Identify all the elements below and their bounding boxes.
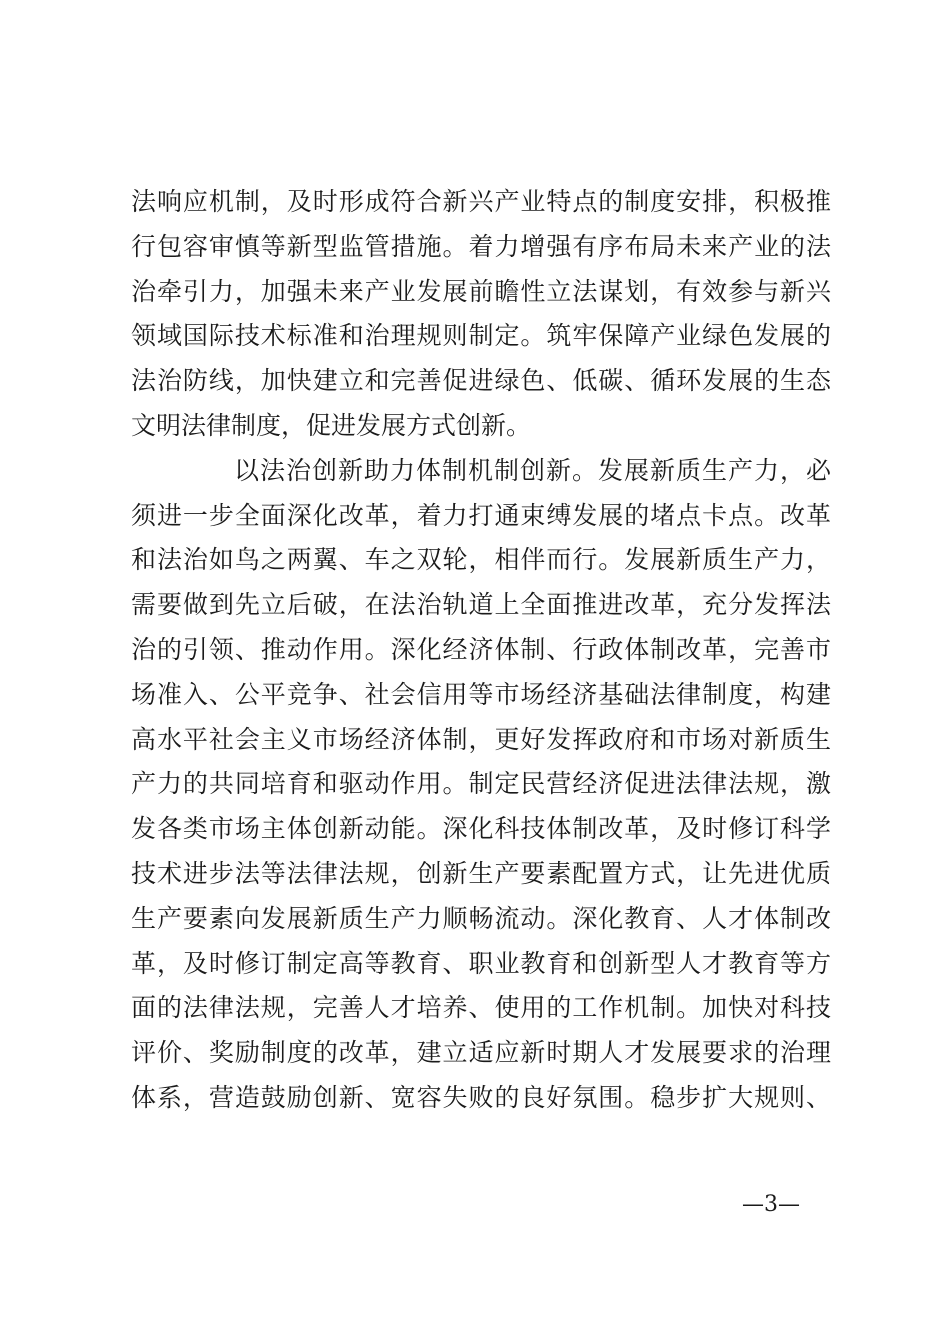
body-text — [131, 180, 831, 1121]
text-line: 面的法律法规，完善人才培养、使用的工作机制。加快对科技 — [131, 993, 831, 1023]
paragraph-first-line: 以法治创新助力体制机制创新。发展新质生产力，必 — [234, 455, 831, 485]
text-line: 治牵引力，加强未来产业发展前瞻性立法谋划，有效参与新兴 — [131, 276, 831, 306]
text-line: 体系，营造鼓励创新、宽容失败的良好氛围。稳步扩大规则、 — [131, 1082, 831, 1112]
text-line: 场准入、公平竞争、社会信用等市场经济基础法律制度，构建 — [131, 679, 831, 709]
text-line: 法治防线，加快建立和完善促进绿色、低碳、循环发展的生态 — [131, 366, 831, 396]
text-line: 治的引领、推动作用。深化经济体制、行政体制改革，完善市 — [131, 634, 831, 664]
page-number: —3— — [742, 1192, 800, 1217]
text-line: 文明法律制度，促进发展方式创新。 — [131, 410, 532, 440]
text-line: 革，及时修订制定高等教育、职业教育和创新型人才教育等方 — [131, 948, 831, 978]
text-line: 需要做到先立后破，在法治轨道上全面推进改革，充分发挥法 — [131, 590, 831, 620]
text-line: 法响应机制，及时形成符合新兴产业特点的制度安排，积极推 — [131, 187, 831, 216]
text-line: 评价、奖励制度的改革，建立适应新时期人才发展要求的治理 — [131, 1038, 831, 1068]
text-line: 和法治如鸟之两翼、车之双轮，相伴而行。发展新质生产力， — [131, 545, 831, 575]
text-line: 行包容审慎等新型监管措施。着力增强有序布局未来产业的法 — [131, 231, 831, 261]
text-line: 领域国际技术标准和治理规则制定。筑牢保障产业绿色发展的 — [131, 321, 831, 351]
text-line: 须进一步全面深化改革，着力打通束缚发展的堵点卡点。改革 — [131, 500, 831, 530]
text-line: 高水平社会主义市场经济体制，更好发挥政府和市场对新质生 — [131, 724, 831, 754]
text-line: 产力的共同培育和驱动作用。制定民营经济促进法律法规，激 — [131, 769, 831, 799]
text-line: 生产要素向发展新质生产力顺畅流动。深化教育、人才体制改 — [131, 903, 831, 933]
text-line: 发各类市场主体创新动能。深化科技体制改革，及时修订科学 — [131, 814, 831, 844]
text-line: 技术进步法等法律法规，创新生产要素配置方式，让先进优质 — [131, 858, 831, 888]
